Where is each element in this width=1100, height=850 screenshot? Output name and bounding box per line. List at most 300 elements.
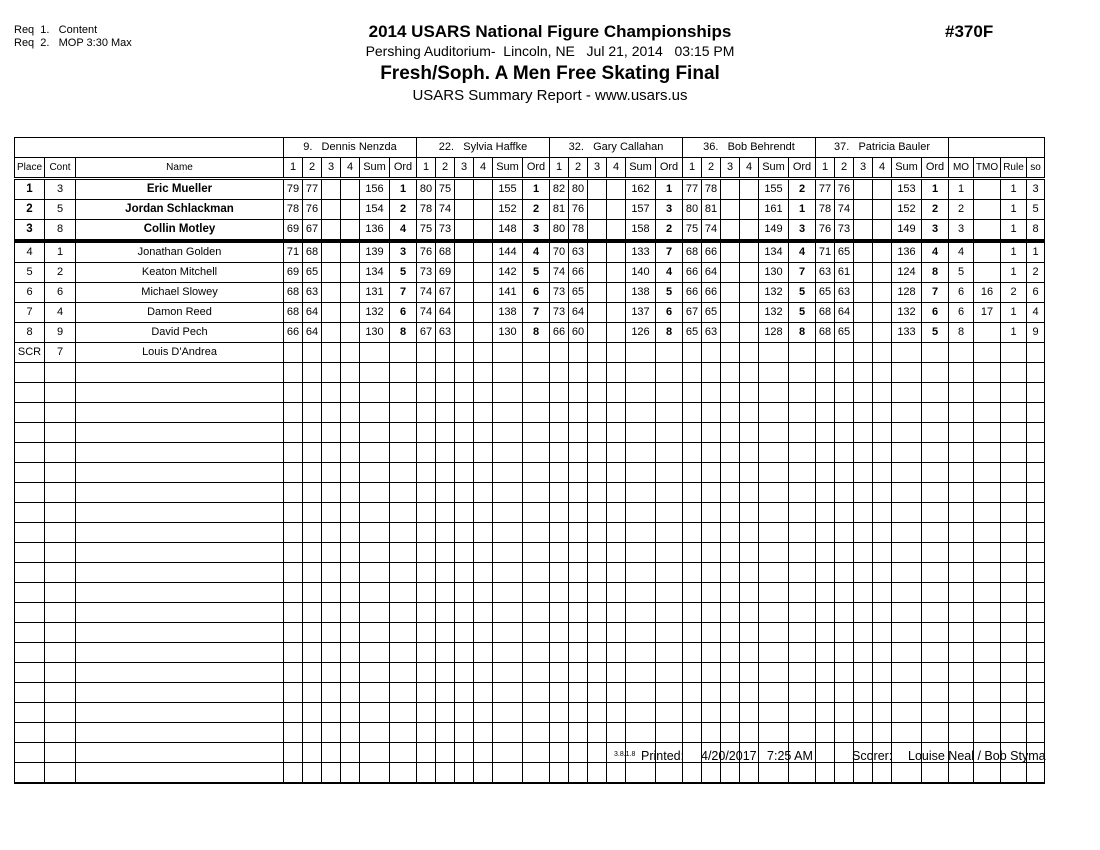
ord-cell [390,743,417,763]
scorer-value: Louise Neal / Bob Styma [908,749,1046,763]
place-cell [15,383,45,403]
score-cell [854,200,873,220]
score-cell [721,643,740,663]
sum-cell [493,743,523,763]
score-cell [303,503,322,523]
score-cell [721,523,740,543]
score-cell [854,303,873,323]
score-cell [854,763,873,784]
score-cell [721,723,740,743]
sum-cell [759,423,789,443]
score-cell [341,723,360,743]
sum-cell [360,443,390,463]
rule-cell [1001,523,1027,543]
ord-cell: 5 [523,263,550,283]
score-cell [474,623,493,643]
score-cell [455,443,474,463]
score-cell: 65 [835,241,854,263]
score-cell [873,303,892,323]
sum-cell [360,383,390,403]
score-cell [474,523,493,543]
ord-cell [523,763,550,784]
score-cell [854,241,873,263]
ord-cell [390,763,417,784]
name-cell [76,623,284,643]
tmo-cell [974,363,1001,383]
score-cell [569,403,588,423]
name-cell [76,503,284,523]
score-cell: 63 [303,283,322,303]
score-cell [417,643,436,663]
place-cell [15,703,45,723]
ord-cell [390,383,417,403]
score-cell: 71 [284,241,303,263]
sum-cell [892,643,922,663]
sum-cell: 141 [493,283,523,303]
score-cell [588,663,607,683]
req-line-2: Req 2. MOP 3:30 Max [14,37,132,49]
score-cell [436,343,455,363]
score-cell [721,263,740,283]
ord-cell [656,503,683,523]
score-cell: 69 [284,263,303,283]
name-cell [76,483,284,503]
ord-cell [523,563,550,583]
score-cell [588,200,607,220]
cont-cell [45,523,76,543]
ord-cell [789,703,816,723]
score-cell [303,423,322,443]
ord-cell [789,603,816,623]
sum-cell: 132 [759,283,789,303]
score-cell [816,723,835,743]
score-cell [322,423,341,443]
sum-cell [759,643,789,663]
name-cell [76,583,284,603]
score-cell [550,403,569,423]
score-cell [303,743,322,763]
printed-label: Printed: [641,749,685,763]
score-cell: 73 [417,263,436,283]
cont-cell [45,383,76,403]
sum-cell [360,423,390,443]
score-cell [474,343,493,363]
score-cell [588,723,607,743]
sum-cell: 134 [360,263,390,283]
place-cell [15,603,45,623]
sum-cell [759,363,789,383]
score-cell [721,403,740,423]
score-cell: 64 [436,303,455,323]
ord-cell [922,703,949,723]
score-cell: 68 [683,241,702,263]
score-cell [588,303,607,323]
ord-cell: 8 [523,323,550,343]
so-cell [1027,583,1045,603]
mo-cell: 1 [949,179,974,200]
score-cell [816,683,835,703]
scorer-label: Scorer: [852,749,893,763]
ord-cell [922,583,949,603]
score-cell [854,263,873,283]
score-cell [322,683,341,703]
name-cell: David Pech [76,323,284,343]
score-cell: 80 [417,179,436,200]
score-cell [702,683,721,703]
score-cell [816,603,835,623]
score-cell [721,763,740,784]
score-cell [702,623,721,643]
score-cell [550,523,569,543]
score-cell [588,643,607,663]
sum-cell: 133 [626,241,656,263]
name-cell: Damon Reed [76,303,284,323]
score-cell [284,563,303,583]
name-cell [76,423,284,443]
empty-row [15,443,1045,463]
score-cell [721,343,740,363]
ord-cell [656,663,683,683]
sum-cell [759,703,789,723]
score-cell [607,443,626,463]
score-cell [455,523,474,543]
score-cell [816,383,835,403]
sum-cell: 134 [759,241,789,263]
score-cell: 77 [303,179,322,200]
judge-subcol-header: 4 [474,158,493,179]
score-cell [569,623,588,643]
score-cell [436,503,455,523]
score-cell [835,683,854,703]
score-cell [436,563,455,583]
judge-subcol-header: 4 [341,158,360,179]
score-cell [303,583,322,603]
score-cell [436,483,455,503]
score-cell: 64 [303,303,322,323]
score-cell [455,623,474,643]
cont-cell: 1 [45,241,76,263]
score-cell [835,483,854,503]
sum-cell [493,383,523,403]
score-cell [417,703,436,723]
tmo-cell [974,683,1001,703]
score-cell: 65 [816,283,835,303]
score-cell [322,303,341,323]
score-cell [607,220,626,242]
sum-cell [759,343,789,363]
name-cell: Louis D'Andrea [76,343,284,363]
score-cell [341,623,360,643]
ord-cell [789,503,816,523]
score-cell [702,583,721,603]
place-cell [15,363,45,383]
sum-cell [493,483,523,503]
score-cell [550,683,569,703]
score-cell [303,483,322,503]
score-cell [702,403,721,423]
tmo-cell [974,200,1001,220]
so-cell [1027,443,1045,463]
score-cell [303,623,322,643]
score-cell [474,443,493,463]
mo-cell [949,583,974,603]
empty-row [15,383,1045,403]
score-cell [702,703,721,723]
ord-cell [523,543,550,563]
ord-cell [390,503,417,523]
mo-cell: 6 [949,283,974,303]
score-cell: 78 [417,200,436,220]
sum-cell [626,503,656,523]
score-cell: 66 [284,323,303,343]
sum-cell [626,663,656,683]
ord-cell [789,443,816,463]
place-header: Place [15,158,45,179]
score-cell [683,383,702,403]
score-cell [721,179,740,200]
score-cell [341,303,360,323]
sum-cell [892,623,922,643]
judge-header: 37. Patricia Bauler [816,138,949,158]
so-cell: 8 [1027,220,1045,242]
score-cell [740,503,759,523]
score-cell [740,703,759,723]
rule-cell: 1 [1001,303,1027,323]
score-cell [550,503,569,523]
empty-row [15,483,1045,503]
score-cell [569,543,588,563]
sum-cell [759,463,789,483]
empty-row [15,663,1045,683]
ord-cell [523,443,550,463]
cont-cell [45,503,76,523]
rule-cell [1001,703,1027,723]
score-cell: 76 [303,200,322,220]
score-cell [702,663,721,683]
score-cell [816,563,835,583]
ord-cell [789,383,816,403]
score-cell [569,343,588,363]
score-cell [854,283,873,303]
sum-cell: 148 [493,220,523,242]
result-row [15,263,1045,283]
ord-cell [789,663,816,683]
score-cell [721,200,740,220]
score-cell [417,543,436,563]
score-cell [588,403,607,423]
name-cell: Collin Motley [76,220,284,242]
score-cell [721,423,740,443]
tmo-cell [974,703,1001,723]
score-cell [702,443,721,463]
sum-cell [493,543,523,563]
mo-cell [949,543,974,563]
score-cell [588,503,607,523]
score-cell: 75 [417,220,436,242]
score-cell [835,643,854,663]
judge-subcol-header: 2 [303,158,322,179]
score-cell [474,643,493,663]
score-cell [341,683,360,703]
so-cell [1027,483,1045,503]
score-cell [322,323,341,343]
score-cell [550,543,569,563]
cont-cell [45,683,76,703]
score-cell [588,583,607,603]
judges-header-row [15,138,1045,158]
place-cell [15,523,45,543]
score-cell [436,603,455,623]
judge-subcol-header: Ord [922,158,949,179]
score-cell [683,543,702,563]
score-cell [702,643,721,663]
score-cell [702,523,721,543]
sum-cell [360,403,390,423]
score-cell [341,343,360,363]
ord-cell [656,463,683,483]
sum-cell: 128 [892,283,922,303]
score-cell [588,383,607,403]
score-cell [303,563,322,583]
score-cell [569,423,588,443]
ord-cell [390,683,417,703]
score-cell [740,383,759,403]
score-cell: 77 [683,179,702,200]
mo-cell [949,483,974,503]
name-cell [76,363,284,383]
mo-cell [949,723,974,743]
mo-cell [949,763,974,784]
score-cell [683,483,702,503]
tmo-cell [974,179,1001,200]
sum-cell [626,583,656,603]
sum-cell [626,723,656,743]
score-cell [322,179,341,200]
rule-header: Rule [1001,158,1027,179]
score-cell [474,403,493,423]
score-cell [816,503,835,523]
score-cell: 68 [436,241,455,263]
score-cell: 66 [702,283,721,303]
score-cell [417,663,436,683]
score-cell [550,703,569,723]
place-cell [15,743,45,763]
score-cell: 78 [702,179,721,200]
mo-cell [949,463,974,483]
score-cell [341,743,360,763]
empty-row [15,403,1045,423]
score-cell [417,363,436,383]
sum-cell [892,403,922,423]
score-cell: 68 [816,323,835,343]
place-cell [15,503,45,523]
score-cell [284,483,303,503]
sum-cell [626,563,656,583]
score-cell [721,683,740,703]
score-cell: 67 [417,323,436,343]
score-cell [683,663,702,683]
rule-cell [1001,583,1027,603]
ord-cell: 7 [789,263,816,283]
score-cell [683,703,702,723]
ord-cell [922,643,949,663]
score-cell: 74 [702,220,721,242]
score-cell [303,703,322,723]
score-cell [835,523,854,543]
tmo-cell [974,523,1001,543]
score-cell [740,683,759,703]
score-cell [835,403,854,423]
empty-row [15,603,1045,623]
score-cell [417,403,436,423]
ord-cell [390,623,417,643]
ord-cell [390,663,417,683]
sum-cell: 136 [360,220,390,242]
score-cell [721,603,740,623]
score-cell [417,523,436,543]
score-cell: 73 [550,283,569,303]
so-cell [1027,523,1045,543]
sum-cell [759,623,789,643]
ord-cell [922,683,949,703]
rule-cell: 1 [1001,263,1027,283]
score-cell [683,723,702,743]
sum-cell [493,523,523,543]
score-cell [455,403,474,423]
score-cell [455,683,474,703]
score-cell [721,703,740,723]
score-cell [474,363,493,383]
score-cell [702,763,721,784]
sum-cell: 139 [360,241,390,263]
score-cell [303,663,322,683]
score-cell: 76 [835,179,854,200]
sum-cell [626,523,656,543]
sum-cell [360,463,390,483]
rule-cell: 1 [1001,220,1027,242]
name-cell [76,643,284,663]
score-cell: 63 [702,323,721,343]
score-cell [588,423,607,443]
sum-cell [360,603,390,623]
score-cell [873,363,892,383]
score-cell [455,263,474,283]
sum-cell [360,583,390,603]
score-cell [607,200,626,220]
sum-cell [360,723,390,743]
ord-cell [390,703,417,723]
score-cell [474,303,493,323]
score-cell [284,623,303,643]
score-cell [474,323,493,343]
mo-cell: 3 [949,220,974,242]
sum-cell: 157 [626,200,656,220]
score-cell [550,463,569,483]
mo-cell [949,603,974,623]
score-cell [284,763,303,784]
ord-cell [656,563,683,583]
score-cell [474,763,493,784]
ord-cell: 4 [922,241,949,263]
ord-cell [789,543,816,563]
ord-cell: 1 [390,179,417,200]
place-cell [15,563,45,583]
ord-cell [390,563,417,583]
sum-cell [759,763,789,784]
score-cell [284,443,303,463]
ord-cell: 5 [390,263,417,283]
score-cell [835,503,854,523]
